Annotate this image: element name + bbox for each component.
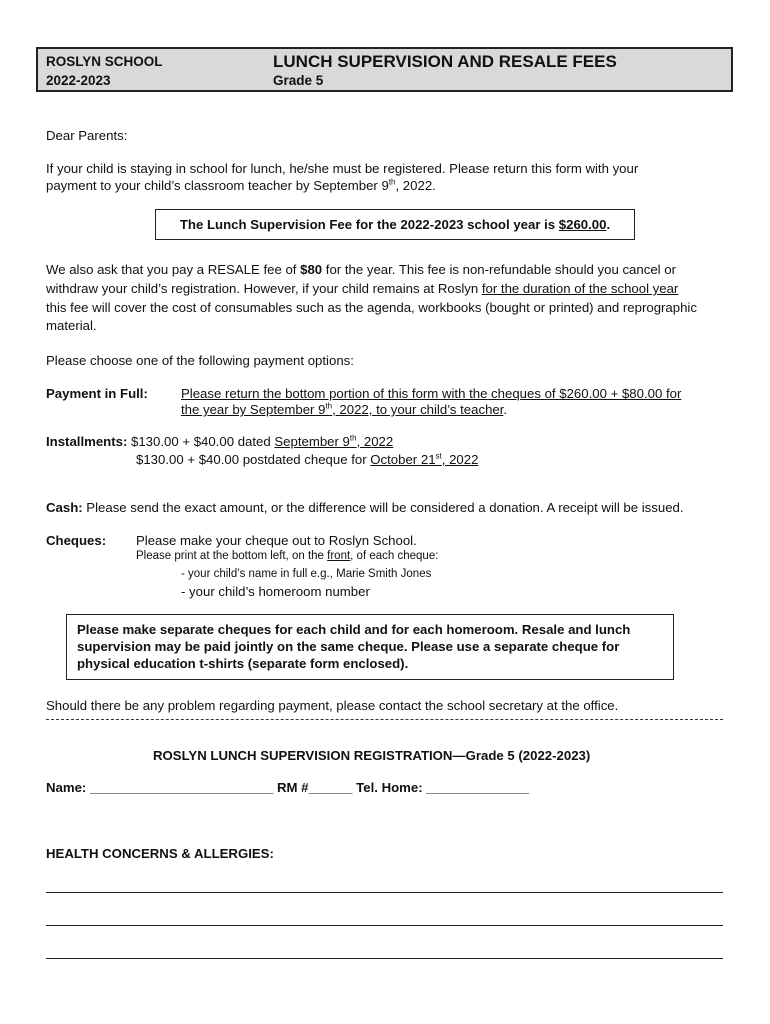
name-rm-tel-line[interactable]: Name: _________________________ RM #______ Tel. Home: ______________: [46, 780, 529, 795]
health-line-2[interactable]: [46, 925, 723, 926]
fee-amount: $260.00: [558, 217, 607, 232]
payment-full-line-1: Please return the bottom portion of this form with the cheques of $260.00 + $80.00 for: [181, 386, 682, 401]
payment-full-line-2: the year by September 9th, 2022, to your child’s teacher.: [181, 401, 508, 417]
grade-label: Grade 5: [273, 73, 324, 88]
resale-line-1: We also ask that you pay a RESALE fee of $80 for the year. This fee is non-refundable should you cancel or: [46, 262, 676, 277]
health-line-3[interactable]: [46, 958, 723, 959]
registration-title: ROSLYN LUNCH SUPERVISION REGISTRATION—Grade 5 (2022-2023): [153, 748, 591, 763]
health-line-1[interactable]: [46, 892, 723, 893]
installments-line-2: $130.00 + $40.00 postdated cheque for October 21st, 2022: [136, 451, 479, 467]
school-name: ROSLYN SCHOOL: [46, 54, 163, 69]
installments-line-1: Installments: $130.00 + $40.00 dated September 9th, 2022: [46, 433, 394, 449]
resale-line-2: withdraw your child’s registration. However, if your child remains at Roslyn for the duration of the school year: [46, 281, 679, 296]
cheques-line-1: Please make your cheque out to Roslyn School.: [136, 533, 417, 548]
cheques-line-3: - your child’s name in full e.g., Marie Smith Jones: [181, 568, 432, 580]
fee-box: The Lunch Supervision Fee for the 2022-2023 school year is $260.00.: [155, 209, 635, 240]
separate-cheques-notice: [66, 614, 674, 680]
greeting: Dear Parents:: [46, 128, 128, 143]
notice-line-3: physical education t-shirts (separate form enclosed).: [77, 656, 409, 671]
school-year: 2022-2023: [46, 73, 111, 88]
cash-line: Cash: Please send the exact amount, or the difference will be considered a donation. A receipt will be issued.: [46, 500, 684, 515]
health-concerns-label: HEALTH CONCERNS & ALLERGIES:: [46, 846, 274, 861]
cheques-line-2: Please print at the bottom left, on the front, of each cheque:: [136, 550, 439, 562]
notice-line-2: supervision may be paid jointly on the same cheque. Please use a separate cheque for: [77, 639, 620, 654]
intro-line-2: payment to your child’s classroom teacher by September 9th, 2022.: [46, 177, 436, 193]
cheques-line-4: - your child’s homeroom number: [181, 584, 370, 599]
cut-line: [46, 719, 723, 720]
page-title: LUNCH SUPERVISION AND RESALE FEES: [273, 52, 617, 71]
resale-line-4: material.: [46, 318, 97, 333]
cheques-label: Cheques:: [46, 533, 107, 548]
contact-line: Should there be any problem regarding payment, please contact the school secretary at the office.: [46, 698, 619, 713]
resale-line-3: this fee will cover the cost of consumables such as the agenda, workbooks (bought or printed) and reprographic: [46, 300, 697, 315]
payment-full-label: Payment in Full:: [46, 386, 148, 401]
intro-line-1: If your child is staying in school for lunch, he/she must be registered. Please return this form with your: [46, 161, 639, 176]
notice-line-1: Please make separate cheques for each child and for each homeroom. Resale and lunch: [77, 622, 631, 637]
choose-options: Please choose one of the following payment options:: [46, 353, 354, 368]
